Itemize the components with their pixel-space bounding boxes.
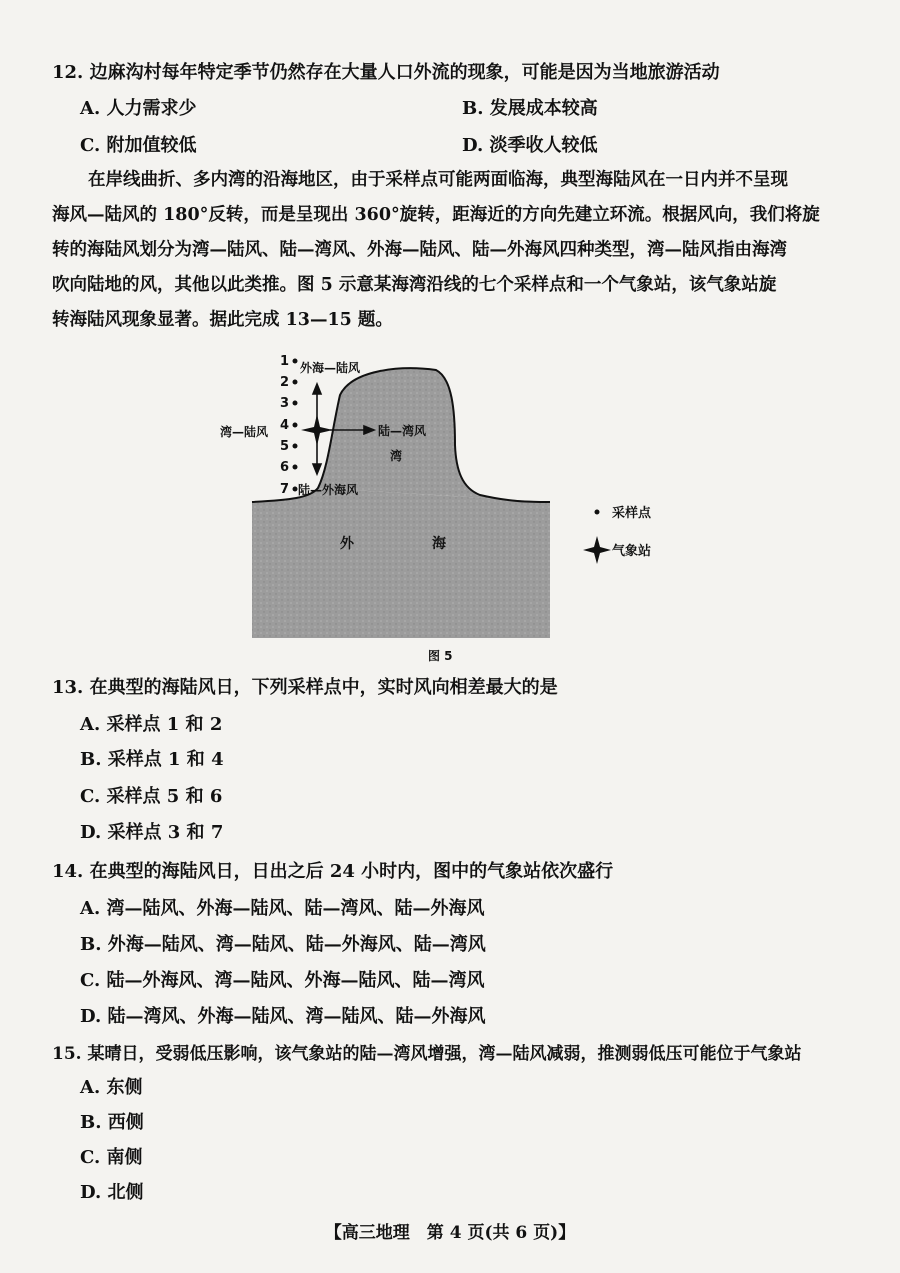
question-15-stem: 15. 某晴日，受弱低压影响，该气象站的陆—湾风增强，湾—陆风减弱，推测弱低压可能位于气象站 — [52, 1044, 802, 1064]
q14-option-d: D. 陆—湾风、外海—陆风、湾—陆风、陆—外海风 — [80, 1006, 486, 1027]
arrow-down-head — [313, 464, 321, 474]
bay-map — [200, 350, 720, 670]
figure-legend — [583, 505, 652, 564]
q14-option-b: B. 外海—陆风、湾—陆风、陆—外海风、陆—湾风 — [80, 934, 486, 955]
sample-point-6 — [293, 465, 298, 470]
passage-line-4: 吹向陆地的风，其他以此类推。图 5 示意某海湾沿线的七个采样点和一个气象站，该气象站旋 — [52, 275, 777, 295]
page-footer: 【高三地理 第 4 页(共 6 页)】 — [324, 1223, 576, 1243]
q15-option-c: C. 南侧 — [80, 1147, 143, 1168]
passage-line-1: 在岸线曲折、多内湾的沿海地区，由于采样点可能两面临海，典型海陆风在一日内并不呈现 — [88, 170, 788, 190]
label-outer-sea-a: 外 — [340, 536, 354, 552]
sample-point-5 — [293, 444, 298, 449]
sample-point-1-label: 1 — [280, 354, 290, 369]
sample-point-6-label: 6 — [280, 460, 290, 475]
q12-option-b: B. 发展成本较高 — [462, 98, 598, 119]
sample-point-3-label: 3 — [280, 396, 290, 411]
outer-sea-area — [252, 488, 550, 638]
q15-option-a: A. 东侧 — [80, 1077, 143, 1098]
sample-point-7 — [293, 487, 298, 492]
weather-station-icon — [301, 414, 333, 446]
sample-point-3 — [293, 401, 298, 406]
sample-point-4-label: 4 — [280, 418, 290, 433]
q13-option-b: B. 采样点 1 和 4 — [80, 749, 224, 770]
legend-sample-point-icon — [595, 510, 600, 515]
sample-point-7-label: 7 — [280, 482, 290, 497]
figure-5 — [200, 350, 720, 670]
question-12-stem: 12. 边麻沟村每年特定季节仍然存在大量人口外流的现象，可能是因为当地旅游活动 — [52, 62, 720, 83]
label-land-to-bay: 陆—湾风 — [378, 424, 427, 438]
passage-line-2: 海风—陆风的 180°反转，而是呈现出 360°旋转，距海近的方向先建立环流。根据风向，我们将旋 — [52, 205, 820, 225]
label-bay-to-land: 湾—陆风 — [220, 425, 269, 439]
q13-option-a: A. 采样点 1 和 2 — [80, 714, 223, 735]
sample-point-1 — [293, 359, 298, 364]
label-outer-sea-b: 海 — [432, 536, 446, 552]
q12-option-c: C. 附加值较低 — [80, 135, 197, 156]
bay-area — [318, 368, 550, 502]
question-13-stem: 13. 在典型的海陆风日，下列采样点中，实时风向相差最大的是 — [52, 677, 558, 698]
sample-points — [280, 354, 298, 497]
q14-option-c: C. 陆—外海风、湾—陆风、外海—陆风、陆—湾风 — [80, 970, 485, 991]
q13-option-d: D. 采样点 3 和 7 — [80, 822, 224, 843]
passage-line-3: 转的海陆风划分为湾—陆风、陆—湾风、外海—陆风、陆—外海风四种类型，湾—陆风指由海湾 — [52, 240, 787, 260]
q15-option-d: D. 北侧 — [80, 1182, 144, 1203]
q12-option-d: D. 淡季收人较低 — [462, 135, 598, 156]
label-bay: 湾 — [390, 449, 403, 463]
q12-option-a: A. 人力需求少 — [80, 98, 197, 119]
passage-line-5: 转海陆风现象显著。据此完成 13—15 题。 — [52, 310, 393, 330]
legend-station-label: 气象站 — [612, 544, 652, 559]
q14-option-a: A. 湾—陆风、外海—陆风、陆—湾风、陆—外海风 — [80, 898, 485, 919]
label-land-to-outer: 陆—外海风 — [298, 483, 359, 497]
sample-point-5-label: 5 — [280, 439, 290, 454]
question-14-stem: 14. 在典型的海陆风日，日出之后 24 小时内，图中的气象站依次盛行 — [52, 861, 614, 882]
label-outer-to-land: 外海—陆风 — [300, 361, 361, 375]
q15-option-b: B. 西侧 — [80, 1112, 144, 1133]
arrow-up-head — [313, 384, 321, 394]
sample-point-2 — [293, 380, 298, 385]
q13-option-c: C. 采样点 5 和 6 — [80, 786, 223, 807]
figure-caption: 图 5 — [428, 649, 453, 663]
legend-sample-point-label: 采样点 — [612, 506, 652, 521]
passage — [52, 163, 852, 338]
sample-point-4 — [293, 423, 298, 428]
legend-station-icon — [583, 536, 611, 564]
sample-point-2-label: 2 — [280, 375, 290, 390]
